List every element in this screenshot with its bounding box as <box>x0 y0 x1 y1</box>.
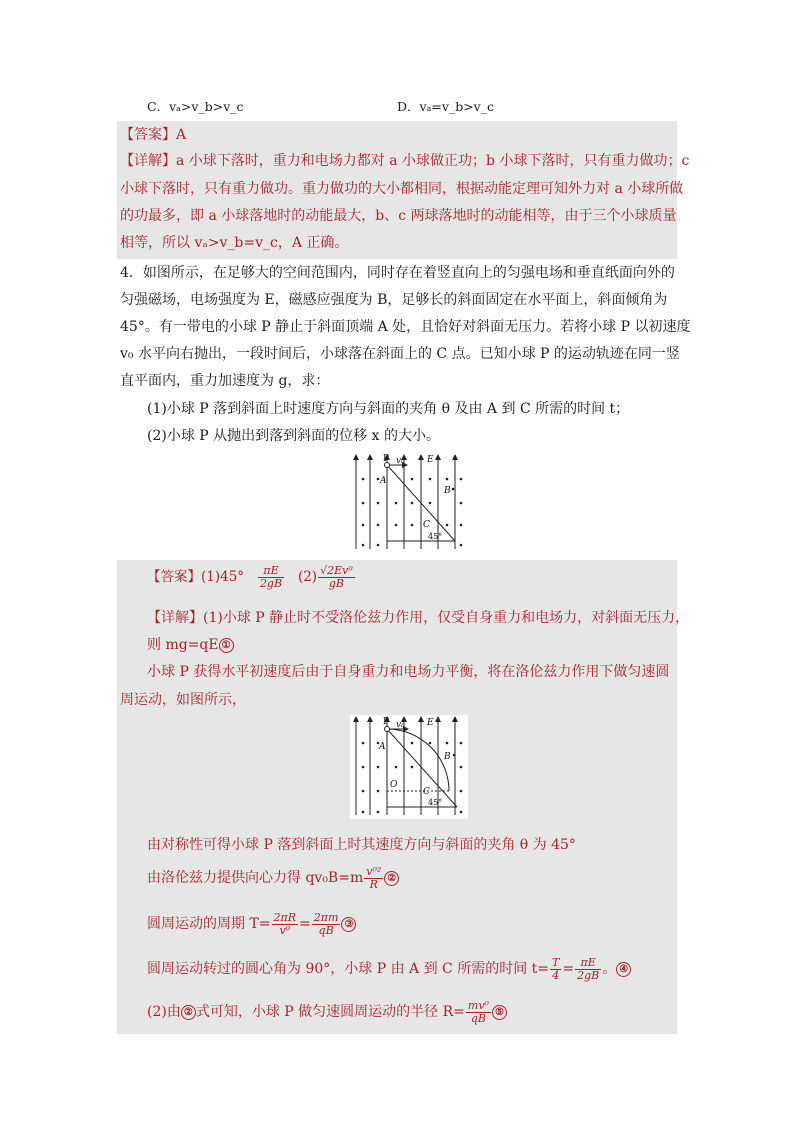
detail-line-9: (2)由 ② 式可知，小球 P 做匀速圆周运动的半径 R= $\frac{\text{mv⁰}}{qB}$ ⑤ <box>147 1000 507 1024</box>
sub-question-2: (2)小球 P 从抛出到落到斜面的位移 x 的大小。 <box>147 428 440 444</box>
circle-2: ② <box>384 871 399 886</box>
question-stem-line: 匀强磁场，电场强度为 E，磁感应强度为 B，足够长的斜面固定在水平面上，斜面倾角为 <box>120 292 668 308</box>
label-p: P <box>383 717 390 727</box>
detail-line-1: 【详解】(1)小球 P 静止时不受洛伦兹力作用，仅受自身重力和电场力，对斜面无压力， <box>147 610 690 626</box>
label-v0: v₀ <box>396 720 405 730</box>
label-b: B <box>444 486 451 496</box>
detail-line-8: 圆周运动转过的圆心角为 90°，小球 P 由 A 到 C 所需的时间 t= $\frac{T}{4}$ = $\frac{\pi E}{2gB}$ 。 ④ <box>147 957 631 981</box>
question-stem-line: 45°。有一带电的小球 P 静止于斜面顶端 A 处，且恰好对斜面无压力。若将小球 P 以初速度 <box>120 319 691 335</box>
label-b: B <box>444 752 451 762</box>
label-e: E <box>427 718 434 728</box>
explain-line: 小球下落时，只有重力做功。重力做功的大小都相同，根据动能定理可知外力对 a 小球所做 <box>120 181 684 197</box>
explain-line: 【详解】a 小球下落时，重力和电场力都对 a 小球做正功；b 小球下落时，只有重力做功；c <box>120 153 690 169</box>
label-angle: 45° <box>428 532 443 541</box>
circle-4: ④ <box>616 962 631 977</box>
detail-line-4: 周运动，如图所示， <box>120 692 246 708</box>
label-c: C <box>423 520 430 530</box>
detail-line-3: 小球 P 获得水平初速度后由于自身重力和电场力平衡，将在洛伦兹力作用下做匀速圆 <box>147 664 670 680</box>
label-v0: v₀ <box>396 456 405 466</box>
question-stem-line: v₀ 水平向右抛出，一段时间后，小球落在斜面上的 C 点。已知小球 P 的运动轨迹在同一竖 <box>120 346 680 362</box>
detail-line-5: 由对称性可得小球 P 落到斜面上时其速度方向与斜面的夹角 θ 为 45° <box>147 837 576 853</box>
label-a: A <box>379 742 386 752</box>
field-diagram-2 <box>350 715 468 819</box>
label-p: P <box>383 454 390 464</box>
answer-q4: 【答案】(1)45° $\frac{\pi E}{2gB}$ (2) $\frac{\text{√2Ev⁰}}{gB}$ <box>147 564 353 590</box>
detail-line-7: 圆周运动的周期 T= $\frac{2\pi R}{\text{v⁰}}$ = $\frac{2\pi m}{qB}$ ③ <box>147 912 356 936</box>
label-a: A <box>380 476 387 486</box>
question-stem-line: 直平面内，重力加速度为 g，求： <box>120 373 330 389</box>
option-c: C．vₐ>v_b>v_c <box>147 99 244 114</box>
label-e: E <box>427 455 434 465</box>
sub-question-1: (1)小球 P 落到斜面上时速度方向与斜面的夹角 θ 及由 A 到 C 所需的时间 t； <box>147 401 630 417</box>
circle-2-ref: ② <box>181 1005 196 1020</box>
circle-1: ① <box>219 638 234 653</box>
field-diagram-1 <box>350 453 466 551</box>
label-c: C <box>423 787 430 797</box>
circle-3: ③ <box>341 917 356 932</box>
detail-line-6: 由洛伦兹力提供向心力得 qv₀B=m $\frac{\text{v⁰²}}{R}$ ② <box>147 866 399 890</box>
circle-5: ⑤ <box>492 1005 507 1020</box>
option-d: D．vₐ=v_b>v_c <box>397 99 494 114</box>
label-o: O <box>390 780 398 790</box>
question-stem-line: 4．如图所示，在足够大的空间范围内，同时存在着竖直向上的匀强电场和垂直纸面向外的 <box>120 265 675 281</box>
detail-line-2: 则 mg=qE ① <box>147 634 234 654</box>
answer-q3: 【答案】A <box>120 127 187 143</box>
label-angle: 45° <box>428 798 443 807</box>
explain-line: 相等，所以 vₐ>v_b=v_c，A 正确。 <box>120 235 349 251</box>
explain-line: 的功最多，即 a 小球落地时的动能最大，b、c 两球落地时的动能相等，由于三个小球质量 <box>120 208 677 224</box>
